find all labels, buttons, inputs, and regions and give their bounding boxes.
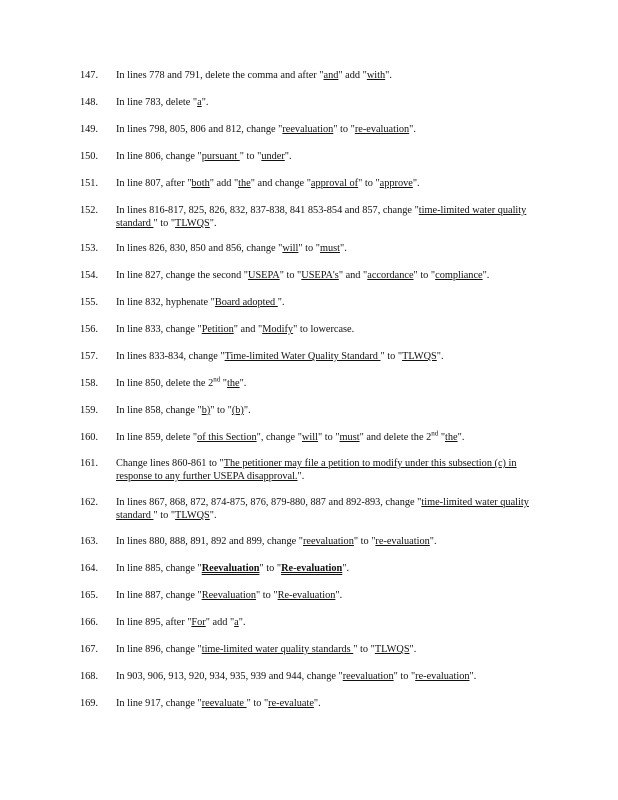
underlined-text: b): [201, 405, 211, 416]
underlined-text: USEPA's: [301, 270, 339, 281]
text-run: In lines 798, 805, 806 and 812, change ": [116, 124, 283, 135]
text-run: Change lines 860-861 to ": [116, 458, 224, 469]
item-text: [116, 150, 550, 163]
underlined-text: reevaluation: [342, 671, 394, 682]
text-run: In line 783, delete ": [116, 97, 198, 108]
list-item: [80, 535, 550, 548]
superscript-text: nd: [431, 429, 439, 438]
item-number: 150.: [80, 151, 99, 162]
text-run: " to ": [317, 432, 340, 443]
underlined-text: must: [319, 243, 340, 254]
item-text: [116, 496, 550, 522]
item-number: 154.: [80, 270, 99, 281]
underlined-bold-text: Re-evaluation: [281, 563, 343, 574]
item-number: 160.: [80, 432, 99, 443]
item-text: [116, 377, 550, 390]
text-run: " and ": [338, 270, 368, 281]
underlined-text: Re-evaluation: [277, 590, 336, 601]
underlined-text: re-evaluation: [354, 124, 410, 135]
item-text: [116, 562, 550, 575]
text-run: " add ": [338, 70, 367, 81]
item-number: 153.: [80, 243, 99, 254]
text-run: In lines 778 and 791, delete the comma and after ": [116, 70, 324, 81]
text-run: ".: [277, 297, 285, 308]
item-number: 157.: [80, 351, 99, 362]
item-text: [116, 242, 550, 255]
text-run: " to ": [246, 698, 269, 709]
text-run: " and delete the 2: [359, 432, 432, 443]
text-run: " to ": [333, 124, 355, 135]
underlined-text: The petitioner may file a petition to modify under this subsection (c) in response to any further USEPA disapproval.: [116, 458, 517, 482]
text-run: In lines 867, 868, 872, 874-875, 876, 879-880, 887 and 892-893, change ": [116, 497, 422, 508]
text-run: " to ": [153, 510, 176, 521]
item-number: 152.: [80, 205, 99, 216]
text-run: ".: [243, 405, 251, 416]
item-number: 151.: [80, 178, 99, 189]
item-number: 147.: [80, 70, 99, 81]
item-number: 165.: [80, 590, 99, 601]
text-run: " to ": [380, 351, 403, 362]
item-number: 162.: [80, 497, 99, 508]
underlined-text: Reevaluation: [201, 590, 257, 601]
text-run: " to ": [259, 563, 282, 574]
item-text: [116, 535, 550, 548]
list-item: [80, 377, 550, 390]
item-text: [116, 670, 550, 683]
text-run: In line 917, change ": [116, 698, 202, 709]
text-run: " to ": [358, 178, 380, 189]
item-text: [116, 296, 550, 309]
item-number: 156.: [80, 324, 99, 335]
text-run: " to ": [393, 671, 416, 682]
text-run: ".: [238, 617, 246, 628]
item-text: [116, 350, 550, 363]
underlined-text: must: [339, 432, 360, 443]
text-run: ".: [436, 351, 444, 362]
list-item: [80, 242, 550, 255]
underlined-text: accordance: [367, 270, 414, 281]
text-run: ".: [409, 124, 416, 135]
text-run: ".: [469, 671, 477, 682]
item-text: [116, 697, 550, 710]
list-item: [80, 323, 550, 336]
item-text: [116, 69, 550, 82]
text-run: ".: [342, 563, 350, 574]
text-run: ".: [340, 243, 347, 254]
item-text: [116, 123, 550, 136]
underlined-text: time-limited water quality standard: [116, 205, 527, 229]
amendment-list: [80, 55, 550, 710]
text-run: ".: [385, 70, 392, 81]
item-number: 167.: [80, 644, 99, 655]
text-run: In line 859, delete ": [116, 432, 198, 443]
underlined-text: approval of: [310, 178, 359, 189]
underlined-text: For: [191, 617, 206, 628]
item-number: 149.: [80, 124, 99, 135]
text-run: In line 850, delete the 2: [116, 378, 214, 389]
text-run: ".: [429, 536, 437, 547]
text-run: ".: [313, 698, 321, 709]
underlined-text: both: [191, 178, 210, 189]
text-run: In line 887, change ": [116, 590, 202, 601]
underlined-text: time-limited water quality standards: [201, 644, 354, 655]
list-item: [80, 562, 550, 575]
list-item: [80, 404, 550, 417]
item-number: 163.: [80, 536, 99, 547]
underlined-text: will: [301, 432, 318, 443]
underlined-bold-text: Reevaluation: [201, 563, 260, 574]
underlined-text: reevaluation: [302, 536, 354, 547]
text-run: In line 832, hyphenate ": [116, 297, 215, 308]
text-run: " to ": [210, 405, 232, 416]
text-run: ".: [209, 510, 217, 521]
text-run: " to ": [256, 590, 278, 601]
text-run: In lines 816-817, 825, 826, 832, 837-838, 841 853-854 and 857, change ": [116, 205, 419, 216]
underlined-text: TLWQS: [402, 351, 437, 362]
item-number: 159.: [80, 405, 99, 416]
item-number: 166.: [80, 617, 99, 628]
item-text: [116, 643, 550, 656]
underlined-text: Board adopted: [214, 297, 278, 308]
list-item: [80, 670, 550, 683]
underlined-text: a: [234, 617, 239, 628]
item-text: [116, 616, 550, 629]
item-text: [116, 204, 550, 230]
list-item: [80, 350, 550, 363]
underlined-text: of this Section: [197, 432, 257, 443]
underlined-text: Time-limited Water Quality Standard: [224, 351, 381, 362]
list-item: [80, 96, 550, 109]
item-number: 158.: [80, 378, 99, 389]
underlined-text: a: [197, 97, 202, 108]
text-run: In lines 826, 830, 850 and 856, change ": [116, 243, 283, 254]
text-run: " to ": [239, 151, 262, 162]
text-run: ".: [482, 270, 490, 281]
text-run: In line 807, after ": [116, 178, 192, 189]
list-item: [80, 123, 550, 136]
item-number: 164.: [80, 563, 99, 574]
text-run: In line 827, change the second ": [116, 270, 249, 281]
text-run: " and change ": [250, 178, 311, 189]
text-run: In 903, 906, 913, 920, 934, 935, 939 and 944, change ": [116, 671, 343, 682]
text-run: " add ": [209, 178, 239, 189]
underlined-text: re-evaluation: [415, 671, 470, 682]
item-number: 161.: [80, 458, 99, 469]
underlined-text: approve: [379, 178, 413, 189]
underlined-text: and: [323, 70, 339, 81]
item-text: [116, 431, 550, 444]
text-run: In line 885, change ": [116, 563, 202, 574]
text-run: " to ": [279, 270, 302, 281]
underlined-text: with: [366, 70, 386, 81]
item-text: [116, 269, 550, 282]
underlined-text: time-limited water quality standard: [116, 497, 529, 521]
list-item: [80, 589, 550, 602]
text-run: In line 858, change ": [116, 405, 202, 416]
text-run: In line 895, after ": [116, 617, 192, 628]
underlined-text: under: [261, 151, 285, 162]
text-run: In line 806, change ": [116, 151, 202, 162]
underlined-text: will: [282, 243, 299, 254]
item-text: [116, 96, 550, 109]
item-number: 148.: [80, 97, 99, 108]
underlined-text: compliance: [435, 270, 483, 281]
list-item: [80, 69, 550, 82]
underlined-text: USEPA: [248, 270, 280, 281]
text-run: ".: [297, 471, 305, 482]
list-item: [80, 150, 550, 163]
list-item: [80, 643, 550, 656]
text-run: " to ": [298, 243, 320, 254]
text-run: ".: [335, 590, 343, 601]
item-text: [116, 589, 550, 602]
underlined-text: re-evaluation: [375, 536, 430, 547]
list-item: [80, 204, 550, 230]
underlined-text: re-evaluate: [268, 698, 314, 709]
text-run: In line 896, change ": [116, 644, 202, 655]
list-item: [80, 496, 550, 522]
underlined-text: TLWQS: [175, 510, 210, 521]
text-run: ", change ": [256, 432, 302, 443]
list-item: [80, 269, 550, 282]
text-run: ".: [284, 151, 292, 162]
text-run: ".: [239, 378, 247, 389]
text-run: " to ": [353, 536, 376, 547]
text-run: ": [220, 378, 227, 389]
text-run: " to ": [153, 218, 176, 229]
text-run: " to ": [413, 270, 436, 281]
underlined-text: reevaluate: [201, 698, 247, 709]
underlined-text: pursuant: [201, 151, 240, 162]
superscript-text: nd: [213, 375, 221, 384]
text-run: In lines 880, 888, 891, 892 and 899, change ": [116, 536, 303, 547]
text-run: ": [438, 432, 446, 443]
item-text: [116, 323, 550, 336]
item-number: 168.: [80, 671, 99, 682]
text-run: ".: [201, 97, 209, 108]
list-item: [80, 431, 550, 444]
text-run: ".: [209, 218, 217, 229]
item-text: [116, 404, 550, 417]
list-item: [80, 697, 550, 710]
list-item: [80, 177, 550, 190]
text-run: " add ": [205, 617, 235, 628]
underlined-text: the: [238, 178, 251, 189]
text-run: " to lowercase.: [293, 324, 355, 335]
underlined-text: the: [227, 378, 240, 389]
text-run: " to ": [353, 644, 375, 655]
item-text: [116, 457, 550, 483]
list-item: [80, 616, 550, 629]
item-number: 155.: [80, 297, 99, 308]
item-number: 169.: [80, 698, 99, 709]
underlined-text: TLWQS: [374, 644, 410, 655]
underlined-text: TLWQS: [175, 218, 210, 229]
text-run: ".: [409, 644, 417, 655]
item-text: [116, 177, 550, 190]
list-item: [80, 296, 550, 309]
list-item: [80, 457, 550, 483]
underlined-text: (b): [231, 405, 244, 416]
text-run: In lines 833-834, change ": [116, 351, 225, 362]
text-run: ".: [412, 178, 420, 189]
underlined-text: Modify: [262, 324, 294, 335]
underlined-text: the: [445, 432, 458, 443]
underlined-text: reevaluation: [282, 124, 334, 135]
text-run: ".: [457, 432, 465, 443]
underlined-text: Petition: [201, 324, 234, 335]
text-run: " and ": [233, 324, 263, 335]
text-run: In line 833, change ": [116, 324, 202, 335]
